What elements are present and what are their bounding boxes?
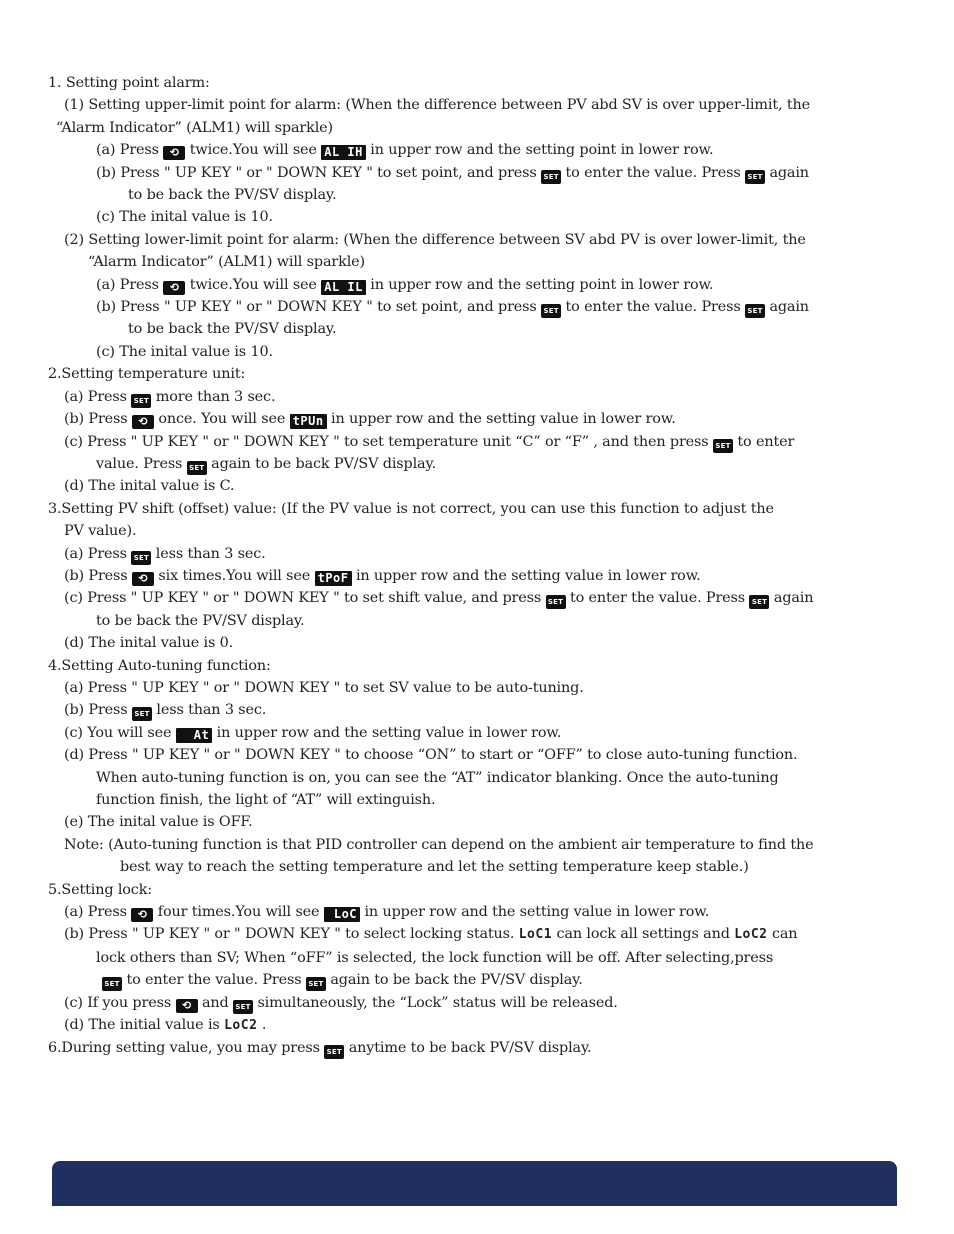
set-key-icon: SET — [233, 1000, 253, 1014]
s3-item-d: (d) The inital value is 0. — [64, 635, 234, 652]
s1-p1-item-b — [48, 162, 914, 184]
s1-p2-item-b-cont: to be back the PV/SV display. — [128, 321, 337, 338]
s3-item-c — [48, 587, 914, 609]
text: four times.You will see — [157, 904, 320, 921]
display-loc2: LoC2 — [734, 927, 768, 943]
s5-item-b — [48, 923, 914, 946]
s1-p2-item-c: (c) The inital value is 10. — [96, 343, 273, 360]
text: (c) If you press — [64, 994, 172, 1011]
text: (a) Press — [64, 545, 127, 562]
text: again to be back PV/SV display. — [211, 455, 436, 472]
s5-item-c — [48, 992, 914, 1014]
cycle-key-icon: ⟲ — [131, 908, 153, 922]
text: to enter the value. Press — [565, 299, 741, 316]
s4-note-line2: best way to reach the setting temperature and let the setting temperature keep stable.) — [120, 859, 749, 876]
s1-p1-item-b-cont: to be back the PV/SV display. — [128, 187, 337, 204]
text: in upper row and the setting value in lower row. — [364, 904, 710, 921]
text: again to be back the PV/SV display. — [330, 972, 583, 989]
s1-p2-item-b — [48, 296, 914, 318]
text: to enter the value. Press — [126, 972, 302, 989]
text: 6.During setting value, you may press — [48, 1040, 320, 1057]
s1-p1-item-a — [48, 139, 914, 161]
s4-item-d-line2: When auto-tuning function is on, you can see the “AT” indicator blanking. Once the auto-tuning — [96, 769, 779, 786]
text: again — [769, 164, 809, 181]
set-key-icon: SET — [102, 977, 122, 991]
text: to enter — [737, 433, 795, 450]
s2-item-c-cont — [48, 453, 914, 475]
display-al-il: AL IL — [321, 280, 366, 295]
text: . — [261, 1017, 267, 1034]
s4-item-d-line1: (d) Press " UP KEY " or " DOWN KEY " to choose “ON” to start or “OFF” to close auto-tuning function. — [64, 747, 798, 764]
s5-item-b-line3 — [48, 969, 914, 991]
set-key-icon: SET — [187, 461, 207, 475]
text: in upper row and the setting value in lower row. — [216, 724, 562, 741]
text: (c) Press " UP KEY " or " DOWN KEY " to set temperature unit “C” or “F” , and then press — [64, 433, 709, 450]
text: once. You will see — [158, 411, 286, 428]
s3-item-a — [48, 543, 914, 565]
section-6 — [48, 1037, 914, 1059]
text: (a) Press — [96, 276, 159, 293]
display-loc1: LoC1 — [518, 927, 553, 943]
s4-item-d-line3: function finish, the light of “AT” will extinguish. — [96, 792, 436, 808]
s1-p2-line1: (2) Setting lower-limit point for alarm: (When the difference between SV abd PV is over lower-limit, the — [64, 231, 806, 248]
display-loc2: LoC2 — [224, 1018, 258, 1034]
display-at: At — [176, 728, 212, 743]
section-3-title-cont: PV value). — [64, 523, 137, 540]
set-key-icon: SET — [541, 304, 561, 318]
display-al-ih: AL IH — [321, 145, 366, 160]
text: anytime to be back PV/SV display. — [348, 1040, 592, 1057]
s5-item-d — [48, 1014, 914, 1037]
s2-item-a — [48, 386, 914, 408]
text: can lock all settings and — [556, 926, 730, 943]
text: and — [201, 994, 229, 1011]
set-key-icon: SET — [745, 304, 765, 318]
text: in upper row and the setting point in lower row. — [370, 142, 714, 159]
set-key-icon: SET — [745, 170, 765, 184]
set-key-icon: SET — [306, 977, 326, 991]
text: (b) Press " UP KEY " or " DOWN KEY " to set point, and press — [96, 299, 537, 316]
text: to enter the value. Press — [569, 590, 746, 607]
text: to enter the value. Press — [565, 164, 741, 181]
section-4-title: 4.Setting Auto-tuning function: — [48, 657, 271, 674]
text: (b) Press — [64, 411, 128, 428]
s2-item-d: (d) The inital value is C. — [64, 478, 235, 495]
text: (d) The initial value is — [64, 1017, 220, 1034]
s1-p1-item-c: (c) The inital value is 10. — [96, 209, 273, 226]
s3-item-c-cont: to be back the PV/SV display. — [96, 612, 305, 629]
s1-p2-line2: “Alarm Indicator” (ALM1) will sparkle) — [88, 254, 365, 271]
text: less than 3 sec. — [155, 545, 266, 562]
footer-bar — [52, 1161, 897, 1206]
cycle-key-icon: ⟲ — [176, 999, 198, 1013]
document-body — [48, 72, 914, 1060]
text: (c) You will see — [64, 724, 172, 741]
text: (a) Press — [64, 904, 127, 921]
text: (b) Press — [64, 567, 128, 584]
display-tpun: tPUn — [290, 414, 327, 429]
text: twice.You will see — [189, 142, 317, 159]
set-key-icon: SET — [132, 707, 152, 721]
text: more than 3 sec. — [155, 388, 276, 405]
s3-item-b — [48, 565, 914, 587]
cycle-key-icon: ⟲ — [163, 146, 185, 160]
s4-item-a: (a) Press " UP KEY " or " DOWN KEY " to set SV value to be auto-tuning. — [64, 679, 584, 696]
cycle-key-icon: ⟲ — [163, 281, 185, 295]
text: (b) Press — [64, 702, 128, 719]
set-key-icon: SET — [713, 439, 733, 453]
section-1-title: 1. Setting point alarm: — [48, 75, 210, 91]
s4-item-c — [48, 722, 914, 744]
text: can — [771, 926, 798, 943]
s2-item-c — [48, 431, 914, 453]
text: in upper row and the setting value in lower row. — [355, 567, 701, 584]
text: less than 3 sec. — [156, 702, 267, 719]
text: again — [769, 299, 809, 316]
text: (a) Press — [96, 142, 159, 159]
section-3-title: 3.Setting PV shift (offset) value: (If the PV value is not correct, you can use this function to adjust the — [48, 500, 774, 517]
cycle-key-icon: ⟲ — [132, 415, 154, 429]
s1-p1-line2: “Alarm Indicator” (ALM1) will sparkle) — [56, 119, 333, 136]
display-tpof: tPoF — [315, 571, 352, 586]
s4-item-e: (e) The inital value is OFF. — [64, 814, 253, 831]
s4-item-b — [48, 699, 914, 721]
text: value. Press — [96, 455, 183, 472]
cycle-key-icon: ⟲ — [132, 572, 154, 586]
text: simultaneously, the “Lock” status will be released. — [257, 994, 618, 1011]
text: twice.You will see — [189, 276, 317, 293]
section-2-title: 2.Setting temperature unit: — [48, 366, 246, 383]
set-key-icon: SET — [131, 394, 151, 408]
text: (b) Press " UP KEY " or " DOWN KEY " to set point, and press — [96, 164, 537, 181]
section-5-title: 5.Setting lock: — [48, 881, 152, 898]
set-key-icon: SET — [324, 1045, 344, 1059]
set-key-icon: SET — [749, 595, 769, 609]
s4-note-line1: Note: (Auto-tuning function is that PID controller can depend on the ambient air temperature to find the — [64, 836, 814, 853]
text: in upper row and the setting value in lower row. — [331, 411, 676, 428]
set-key-icon: SET — [541, 170, 561, 184]
s5-item-a — [48, 901, 914, 923]
s5-item-b-line2: lock others than SV; When “oFF” is selected, the lock function will be off. After selecting,press — [96, 949, 774, 966]
set-key-icon: SET — [546, 595, 566, 609]
set-key-icon: SET — [131, 551, 151, 565]
text: (a) Press — [64, 388, 127, 405]
display-loc: LoC — [324, 907, 360, 922]
text: again — [773, 590, 814, 607]
text: six times.You will see — [158, 567, 311, 584]
s1-p2-item-a — [48, 274, 914, 296]
s1-p1-line1: (1) Setting upper-limit point for alarm: (When the difference between PV abd SV is over upper-limit, the — [64, 97, 810, 114]
s2-item-b — [48, 408, 914, 430]
text: (b) Press " UP KEY " or " DOWN KEY " to select locking status. — [64, 926, 515, 943]
text: (c) Press " UP KEY " or " DOWN KEY " to set shift value, and press — [64, 590, 542, 607]
text: in upper row and the setting point in lower row. — [370, 276, 714, 293]
